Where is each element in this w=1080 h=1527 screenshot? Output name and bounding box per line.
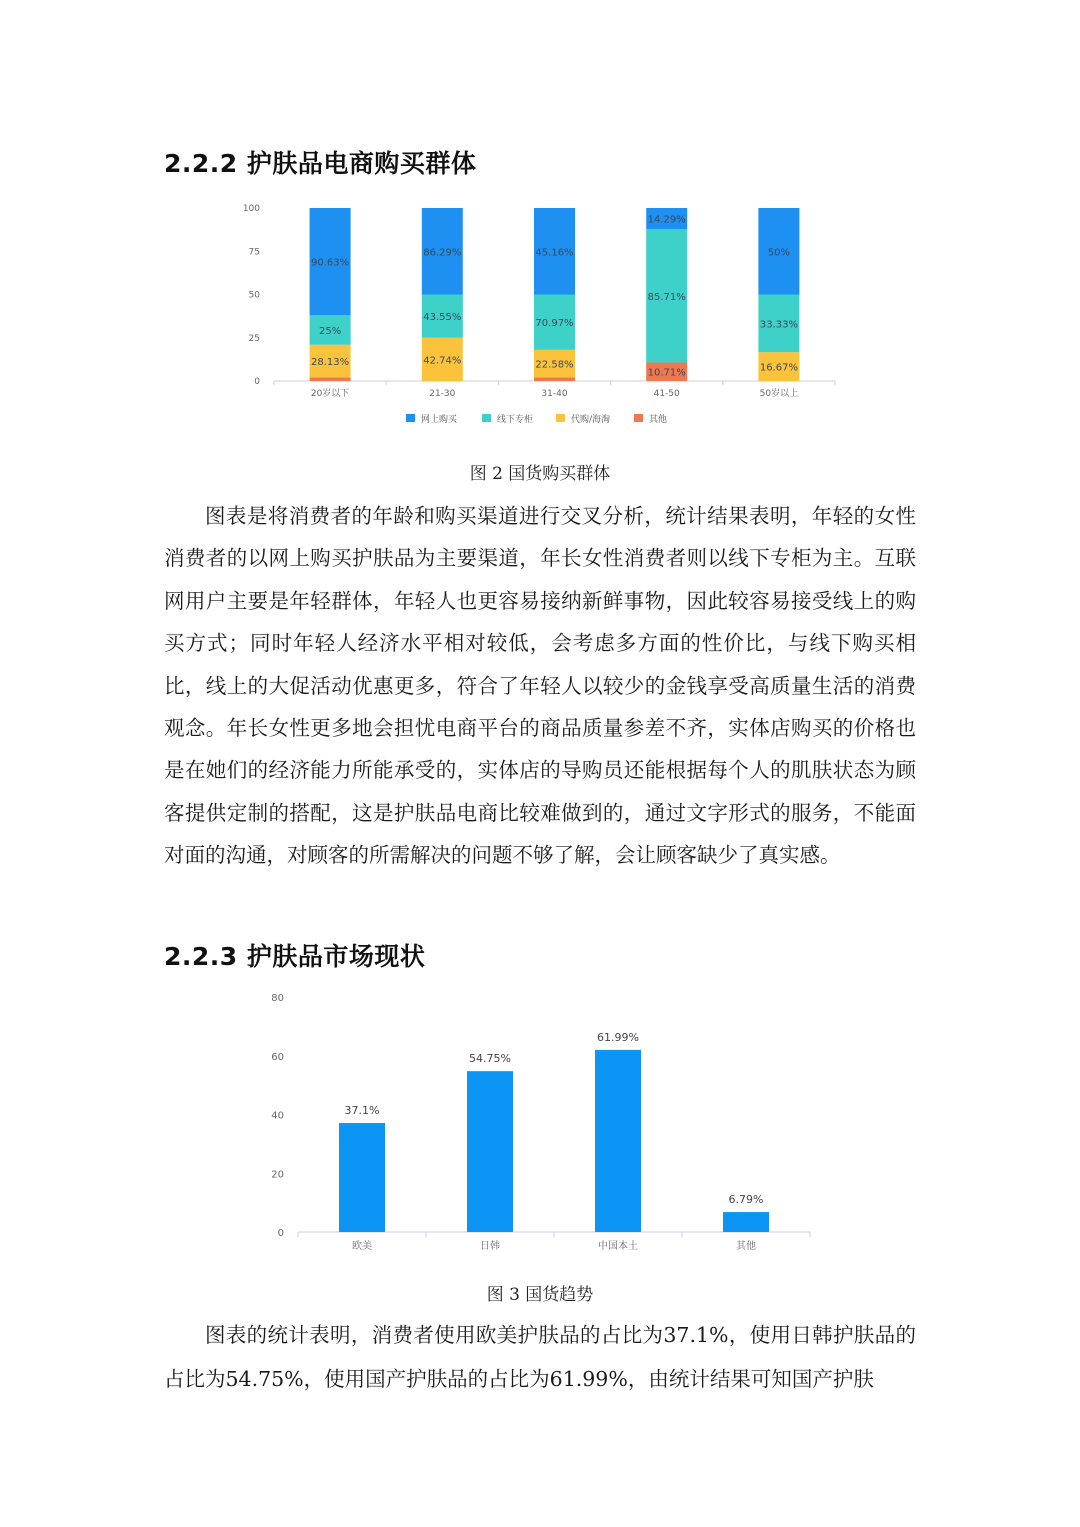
- y-tick-label: 75: [248, 247, 260, 258]
- data-label: 33.33%: [759, 319, 798, 331]
- bar-segment: [310, 378, 351, 381]
- bar: [595, 1050, 641, 1232]
- figure-3-bar-chart: [240, 985, 840, 1265]
- legend-swatch: [406, 414, 415, 422]
- x-tick-label: 41-50: [653, 389, 680, 399]
- legend-swatch: [556, 414, 565, 422]
- legend-swatch: [482, 414, 491, 422]
- y-tick-label: 20: [271, 1169, 284, 1181]
- legend-label: 网上购买: [421, 415, 458, 425]
- x-tick-label: 欧美: [352, 1241, 372, 1252]
- bar: [339, 1123, 385, 1232]
- y-tick-label: 50: [248, 290, 260, 301]
- data-label: 86.29%: [423, 247, 462, 259]
- data-label: 54.75%: [469, 1052, 511, 1066]
- data-label: 45.16%: [535, 247, 574, 259]
- y-tick-label: 0: [254, 377, 260, 387]
- y-tick-label: 25: [248, 333, 260, 344]
- data-label: 37.1%: [344, 1104, 380, 1118]
- data-label: 61.99%: [597, 1030, 639, 1044]
- data-label: 43.55%: [423, 312, 462, 324]
- data-label: 90.63%: [311, 257, 350, 269]
- data-label: 16.67%: [759, 362, 798, 374]
- x-tick-label: 中国本土: [598, 1241, 638, 1252]
- section-heading-2-2-2: 2.2.2 护肤品电商购买群体: [164, 149, 477, 178]
- y-tick-label: 80: [271, 993, 284, 1004]
- x-tick-label: 31-40: [541, 389, 568, 399]
- bar: [467, 1071, 513, 1232]
- data-label: 42.74%: [423, 355, 462, 367]
- data-label: 28.13%: [311, 357, 350, 369]
- legend-swatch: [634, 414, 643, 422]
- figure-2-caption: 图 2 国货购买群体: [469, 464, 611, 484]
- x-tick-label: 50岁以上: [759, 389, 799, 399]
- paragraph-2: 图表的统计表明，消费者使用欧美护肤品的占比为37.1%，使用日韩护肤品的占比为54.75%，使用国产护肤品的占比为61.99%，由统计结果可知国产护肤: [164, 1323, 916, 1391]
- y-tick-label: 100: [242, 204, 260, 214]
- bar-segment: [534, 378, 575, 381]
- x-tick-label: 20岁以下: [310, 389, 350, 399]
- x-tick-label: 21-30: [429, 389, 456, 399]
- section-heading-2-2-3: 2.2.3 护肤品市场现状: [164, 942, 426, 971]
- data-label: 6.79%: [728, 1193, 764, 1207]
- paragraph-1: 图表是将消费者的年龄和购买渠道进行交叉分析，统计结果表明，年轻的女性消费者的以网上购买护肤品为主要渠道，年长女性消费者则以线下专柜为主。互联网用户主要是年轻群体，年轻人也更容易接纳新鲜事物，因此较容易接受线上的购买方式；同时年轻人经济水平相对较低，会考虑多方面的性价比，与线下购买相比，线上的大促活动优惠更多，符合了年轻人以较少的金钱享受高质量生活的消费观念。年长女性更多地会担忧电商平台的商品质量参差不齐，实体店购买的价格也是在她们的经济能力所能承受的，实体店的导购员还能根据每个人的肌肤状态为顾客提供定制的搭配，这是护肤品电商比较难做到的，通过文字形式的服务，不能面对面的沟通，对顾客的所需解决的问题不够了解，会让顾客缺少了真实感。: [164, 504, 916, 868]
- figure-3-caption: 图 3 国货趋势: [486, 1285, 594, 1305]
- legend-label: 其他: [649, 415, 668, 425]
- legend-label: 线下专柜: [497, 415, 534, 425]
- y-tick-label: 40: [271, 1110, 284, 1122]
- data-label: 85.71%: [647, 291, 686, 303]
- x-tick-label: 其他: [736, 1241, 756, 1252]
- data-label: 10.71%: [647, 367, 686, 379]
- bar: [723, 1212, 769, 1232]
- data-label: 25%: [318, 325, 342, 337]
- data-label: 50%: [767, 247, 791, 259]
- figure-2-stacked-bar-chart: [230, 195, 850, 435]
- data-label: 14.29%: [647, 214, 686, 226]
- x-tick-label: 日韩: [480, 1241, 500, 1252]
- y-tick-label: 0: [277, 1228, 284, 1239]
- y-tick-label: 60: [271, 1051, 284, 1063]
- data-label: 70.97%: [535, 318, 574, 330]
- data-label: 22.58%: [535, 359, 574, 371]
- legend-label: 代购/海淘: [571, 415, 611, 425]
